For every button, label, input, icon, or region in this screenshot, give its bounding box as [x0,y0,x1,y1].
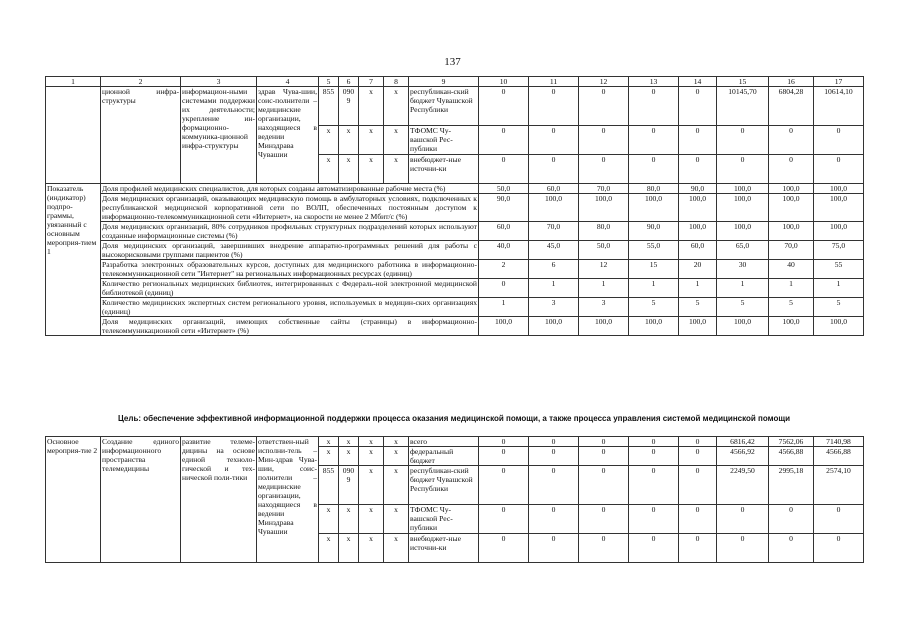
indicator-label-cell: Показатель (индикатор) подпро-граммы, увязанный с основным мероприя-тием 1 [46,184,101,336]
executor-cell: ответствен-ный исполни-тель – Мин-здрав Чува-шии, соис-полнители – медицинские организации, находящиеся в ведении Минздрава Чувашии [257,437,319,563]
code-cell: x [384,155,409,184]
value-cell: 50,0 [479,184,529,194]
value-cell: 0 [629,437,679,447]
indicator-row [46,184,864,194]
column-number: 15 [717,77,769,87]
value-cell: 80,0 [629,184,679,194]
value-cell: 0 [629,534,679,563]
funding-source-cell: внебюджет-ные источни-ки [409,534,479,563]
code-cell: x [359,126,384,155]
indicator-text: Доля медицинских организаций, 80% сотрудников профильных структурных подразделений которых используют созданные информационные системы (%) [102,222,477,240]
code-cell: x [339,126,359,155]
column-number: 2 [101,77,181,87]
value-cell: 40,0 [479,241,529,260]
value-cell: 0 [629,155,679,184]
value-cell: 4566,92 [717,447,769,466]
value-cell: 0 [479,155,529,184]
column-number: 10 [479,77,529,87]
value-cell: 60,0 [679,241,717,260]
funding-source-cell: ТФОМС Чу-вашской Рес-публики [409,126,479,155]
code-cell: x [359,505,384,534]
indicator-row [46,222,864,241]
indicator-row [46,279,864,298]
value-cell: 0 [679,126,717,155]
value-cell: 1 [717,279,769,298]
value-cell: 5 [629,298,679,317]
value-cell: 100,0 [717,194,769,222]
measure-name-cell: ционной инфра-структуры [101,87,181,184]
value-cell: 0 [679,155,717,184]
value-cell: 0 [529,466,579,505]
column-number: 16 [769,77,814,87]
code-cell: x [359,155,384,184]
value-cell: 65,0 [717,241,769,260]
code-cell: x [319,534,339,563]
value-cell: 3 [529,298,579,317]
code-cell: x [359,534,384,563]
value-cell: 100,0 [629,194,679,222]
value-cell: 100,0 [814,317,864,336]
value-cell: 90,0 [479,194,529,222]
value-cell: 100,0 [679,222,717,241]
value-cell: 100,0 [529,194,579,222]
code-cell: x [319,437,339,447]
value-cell: 2995,18 [769,466,814,505]
value-cell: 100,0 [717,222,769,241]
blank-cell [46,87,101,184]
value-cell: 70,0 [529,222,579,241]
executor-cell: здрав Чува-шии, соис-полнители – медицинские организации, находящиеся в ведении Минздрава Чувашии [257,87,319,184]
value-cell: 0 [679,437,717,447]
task-cell: информацион-ными системами поддержки их деятельности; укрепление ин-формационно-коммуника-ционной инфра-структуры [181,87,257,184]
value-cell: 0 [679,466,717,505]
value-cell: 100,0 [769,194,814,222]
code-cell: x [319,126,339,155]
value-cell: 0 [717,505,769,534]
code-cell: x [384,437,409,447]
value-cell: 0 [579,437,629,447]
measure-name-cell: Создание единого информационного пространства телемедицины [101,437,181,563]
code-cell: x [339,437,359,447]
column-number: 8 [384,77,409,87]
column-number: 17 [814,77,864,87]
indicator-text: Доля медицинских организаций, имеющих собственные сайты (страницы) в информационно-телекоммуникационной сети «Интернет» (%) [102,317,477,335]
value-cell: 100,0 [769,184,814,194]
value-cell: 100,0 [814,222,864,241]
code-cell: x [384,126,409,155]
value-cell: 0 [629,87,679,126]
column-number: 5 [319,77,339,87]
indicator-row [46,317,864,336]
indicator-text: Количество региональных медицинских библиотек, интегрированных с Федераль-ной электронной медицинской библиотекой (единиц) [102,279,477,297]
code-cell: 855 [319,87,339,126]
value-cell: 1 [529,279,579,298]
column-number: 14 [679,77,717,87]
value-cell: 100,0 [769,222,814,241]
value-cell: 60,0 [529,184,579,194]
value-cell: 0 [629,126,679,155]
value-cell: 50,0 [579,241,629,260]
value-cell: 1 [769,279,814,298]
value-cell: 30 [717,260,769,279]
value-cell: 100,0 [814,194,864,222]
indicator-text: Доля медицинских организаций, оказывающих медицинскую помощь в амбулаторных условиях, подключенных к республиканской медицинской корпоративной сети по ВОЛП, обеспеченных постоянным доступом к информационно-телекоммуникационной сети «Интернет», на скорости не менее 2 Мбит/с (%) [102,194,477,221]
column-number: 1 [46,77,101,87]
funding-source-cell: республикан-ский бюджет Чувашской Республики [409,466,479,505]
code-cell: x [384,87,409,126]
code-cell: 855 [319,466,339,505]
value-cell: 0 [679,505,717,534]
column-number: 4 [257,77,319,87]
value-cell: 2574,10 [814,466,864,505]
value-cell: 0 [629,447,679,466]
value-cell: 0 [579,534,629,563]
code-cell: 090 9 [339,466,359,505]
indicator-text: Доля медицинских организаций, завершивших внедрение аппаратно-программных решений для работы с высокорисковыми группами пациентов (%) [102,241,477,259]
value-cell: 100,0 [579,194,629,222]
value-cell: 0 [717,534,769,563]
value-cell: 45,0 [529,241,579,260]
code-cell: 090 9 [339,87,359,126]
value-cell: 0 [479,126,529,155]
value-cell: 0 [479,437,529,447]
code-cell: x [359,447,384,466]
table-row [46,87,864,126]
value-cell: 70,0 [769,241,814,260]
value-cell: 0 [717,155,769,184]
value-cell: 0 [529,534,579,563]
column-number: 13 [629,77,679,87]
value-cell: 1 [679,279,717,298]
value-cell: 100,0 [814,184,864,194]
value-cell: 5 [679,298,717,317]
value-cell: 7562,06 [769,437,814,447]
value-cell: 0 [814,505,864,534]
value-cell: 0 [529,447,579,466]
value-cell: 0 [479,447,529,466]
value-cell: 12 [579,260,629,279]
value-cell: 0 [529,437,579,447]
value-cell: 0 [814,534,864,563]
value-cell: 2 [479,260,529,279]
value-cell: 40 [769,260,814,279]
value-cell: 5 [717,298,769,317]
column-number-row [46,77,864,87]
value-cell: 0 [679,534,717,563]
column-number: 9 [409,77,479,87]
column-number: 11 [529,77,579,87]
value-cell: 0 [529,155,579,184]
value-cell: 0 [769,126,814,155]
value-cell: 20 [679,260,717,279]
value-cell: 0 [814,155,864,184]
value-cell: 0 [579,466,629,505]
value-cell: 0 [579,87,629,126]
value-cell: 5 [769,298,814,317]
value-cell: 0 [479,534,529,563]
value-cell: 10145,70 [717,87,769,126]
value-cell: 0 [479,279,529,298]
value-cell: 6816,42 [717,437,769,447]
value-cell: 10614,10 [814,87,864,126]
task-cell: развитие телеме-дицины на основе единой техноло-гической и тех-нической поли-тики [181,437,257,563]
value-cell: 0 [579,126,629,155]
value-cell: 7140,98 [814,437,864,447]
value-cell: 0 [814,126,864,155]
value-cell: 60,0 [479,222,529,241]
funding-source-cell: ТФОМС Чу-вашской Рес-публики [409,505,479,534]
indicator-row [46,241,864,260]
value-cell: 1 [579,279,629,298]
value-cell: 55,0 [629,241,679,260]
value-cell: 6 [529,260,579,279]
value-cell: 1 [479,298,529,317]
code-cell: x [384,447,409,466]
value-cell: 5 [814,298,864,317]
column-number: 6 [339,77,359,87]
funding-source-cell: всего [409,437,479,447]
funding-source-cell: республикан-ский бюджет Чувашской Республики [409,87,479,126]
value-cell: 55 [814,260,864,279]
indicator-text: Количество медицинских экспертных систем регионального уровня, используемых в медицин-ских организациях (единиц) [102,298,477,316]
value-cell: 0 [529,87,579,126]
code-cell: x [339,505,359,534]
value-cell: 1 [629,279,679,298]
code-cell: x [384,466,409,505]
value-cell: 90,0 [629,222,679,241]
value-cell: 100,0 [679,317,717,336]
code-cell: x [359,87,384,126]
measure-label-cell: Основное мероприя-тие 2 [46,437,101,563]
code-cell: x [359,466,384,505]
value-cell: 0 [579,447,629,466]
value-cell: 0 [529,126,579,155]
code-cell: x [319,505,339,534]
value-cell: 100,0 [717,317,769,336]
value-cell: 6804,28 [769,87,814,126]
value-cell: 0 [479,87,529,126]
value-cell: 0 [679,447,717,466]
value-cell: 100,0 [717,184,769,194]
value-cell: 100,0 [629,317,679,336]
value-cell: 90,0 [679,184,717,194]
value-cell: 1 [814,279,864,298]
value-cell: 2249,50 [717,466,769,505]
value-cell: 100,0 [479,317,529,336]
column-number: 12 [579,77,629,87]
value-cell: 0 [769,155,814,184]
value-cell: 100,0 [579,317,629,336]
value-cell: 0 [579,505,629,534]
code-cell: x [384,505,409,534]
page-number: 137 [444,56,461,68]
value-cell: 0 [529,505,579,534]
value-cell: 0 [769,505,814,534]
column-number: 3 [181,77,257,87]
code-cell: x [319,155,339,184]
indicator-row [46,260,864,279]
indicator-row [46,194,864,222]
program-table-top [45,76,864,336]
value-cell: 75,0 [814,241,864,260]
value-cell: 0 [479,505,529,534]
value-cell: 4566,88 [769,447,814,466]
value-cell: 0 [629,466,679,505]
code-cell: x [319,447,339,466]
table-row [46,437,864,447]
value-cell: 15 [629,260,679,279]
indicator-row [46,298,864,317]
code-cell: x [384,534,409,563]
value-cell: 0 [717,126,769,155]
value-cell: 0 [479,466,529,505]
code-cell: x [339,155,359,184]
value-cell: 100,0 [679,194,717,222]
column-number: 7 [359,77,384,87]
indicator-text: Разработка электронных образовательных курсов, доступных для медицинского работника в информационно-телекоммуникационной сети "Интернет" на региональных информационных ресурсах (единиц) [102,260,477,278]
value-cell: 0 [579,155,629,184]
value-cell: 3 [579,298,629,317]
indicator-text: Доля профилей медицинских специалистов, для которых созданы автоматизированные рабочие места (%) [101,184,479,194]
goal-heading: Цель: обеспечение эффективной информационной поддержки процесса оказания медицинской помощи, а также процесса управления системой медицинской помощи [117,414,791,423]
value-cell: 0 [679,87,717,126]
code-cell: x [359,437,384,447]
code-cell: x [339,447,359,466]
value-cell: 70,0 [579,184,629,194]
value-cell: 4566,88 [814,447,864,466]
value-cell: 0 [769,534,814,563]
value-cell: 80,0 [579,222,629,241]
value-cell: 100,0 [769,317,814,336]
funding-source-cell: внебюджет-ные источни-ки [409,155,479,184]
value-cell: 100,0 [529,317,579,336]
value-cell: 0 [629,505,679,534]
funding-source-cell: федеральный бюджет [409,447,479,466]
code-cell: x [339,534,359,563]
program-table-bottom [45,436,864,563]
